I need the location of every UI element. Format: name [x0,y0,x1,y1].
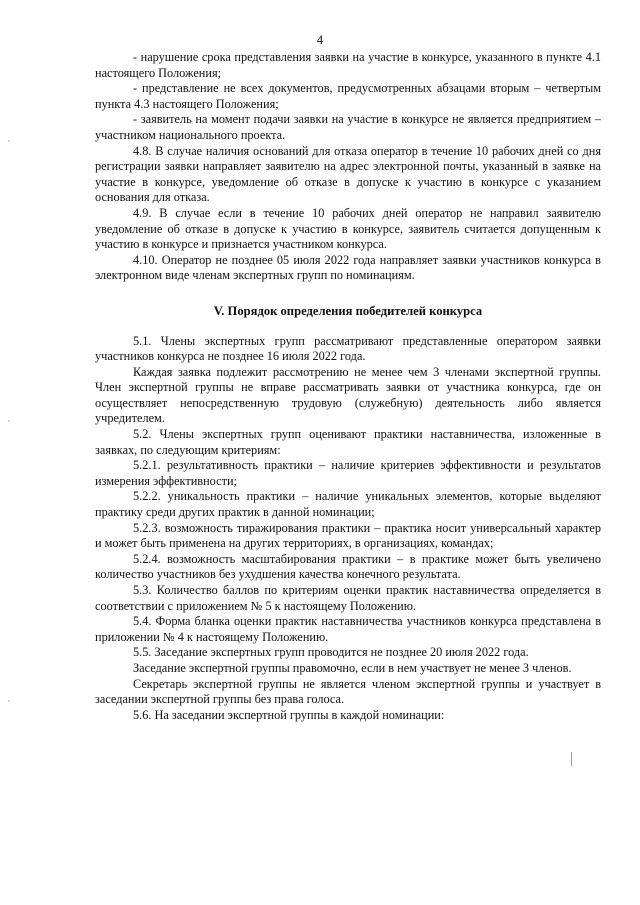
paragraph-quorum: Заседание экспертной группы правомочно, если в нем участвует не менее 3 членов. [133,660,572,675]
scan-dot [8,140,10,142]
paragraph-4-8: 4.8. В случае наличия оснований для отказа оператор в течение 10 рабочих дней со дня регистрации заявки направляет заявителю на адрес электронной почты, указанный в заявке на участие в конкурсе, уведомление об отказе в допуске к участию в конкурсе с указанием основания для отказа. [95,143,601,205]
scan-mark [571,752,572,766]
paragraph-5-4: 5.4. Форма бланка оценки практик наставничества участников конкурса представлена в приложении № 4 к настоящему Положению. [95,614,601,644]
scan-dot [8,420,10,422]
paragraph-5-6: 5.6. На заседании экспертной группы в каждой номинации: [133,707,445,722]
paragraph-5-2-1: 5.2.1. результативность практики – наличие критериев эффективности и результатов измерения эффективности; [95,458,601,488]
paragraph-5-2: 5.2. Члены экспертных групп оценивают практики наставничества, изложенные в заявках, по следующим критериям: [95,427,601,457]
paragraph-incomplete-documents: - представление не всех документов, предусмотренных абзацами вторым – четвертым пункта 4.3 настоящего Положения; [95,81,601,111]
paragraph-4-10: 4.10. Оператор не позднее 05 июля 2022 года направляет заявки участников конкурса в электронном виде членам экспертных групп по номинациям. [95,252,601,283]
paragraph-violation-deadline: - нарушение срока представления заявки на участие в конкурсе, указанного в пункте 4.1 настоящего Положения; [95,50,601,80]
paragraph-5-5: 5.5. Заседание экспертных групп проводится не позднее 20 июля 2022 года. [133,645,529,660]
document-body [95,50,601,723]
page-number: 4 [316,33,324,47]
paragraph-5-2-4: 5.2.4. возможность масштабирования практики – в практике может быть увеличено количество участников без ухудшения качества конечного результата. [95,551,601,582]
paragraph-5-3: 5.3. Количество баллов по критериям оценки практик наставничества определяется в соответствии с приложением № 5 к настоящему Положению. [95,583,601,613]
paragraph-5-2-3: 5.2.3. возможность тиражирования практики – практика носит универсальный характер и может быть применена на других территориях, в организациях, командах; [95,520,601,551]
paragraph-5-1: 5.1. Члены экспертных групп рассматривают представленные оператором заявки участников конкурса не позднее 16 июля 2022 года. [95,333,601,364]
paragraph-review-rule: Каждая заявка подлежит рассмотрению не менее чем 3 членами экспертной группы. Член экспертной группы не вправе рассматривать заявки от участника конкурса, где он осуществляет непосредственную трудовую (служебную) деятельность либо является учредителем. [95,364,601,426]
section-heading: V. Порядок определения победителей конкурса [213,303,483,318]
paragraph-not-participant: - заявитель на момент подачи заявки на участие в конкурсе не является предприятием – участником национального проекта. [95,112,601,142]
paragraph-secretary: Секретарь экспертной группы не является членом экспертной группы и участвует в заседании экспертной группы без права голоса. [95,676,601,707]
paragraph-5-2-2: 5.2.2. уникальность практики – наличие уникальных элементов, которые выделяют практику среди других практик в данной номинации; [95,489,601,520]
paragraph-4-9: 4.9. В случае если в течение 10 рабочих дней оператор не направил заявителю уведомление об отказе в допуске к участию в конкурсе, заявитель считается допущенным к участию в конкурсе и признается участником конкурса. [95,205,601,252]
scan-dot [8,700,10,702]
